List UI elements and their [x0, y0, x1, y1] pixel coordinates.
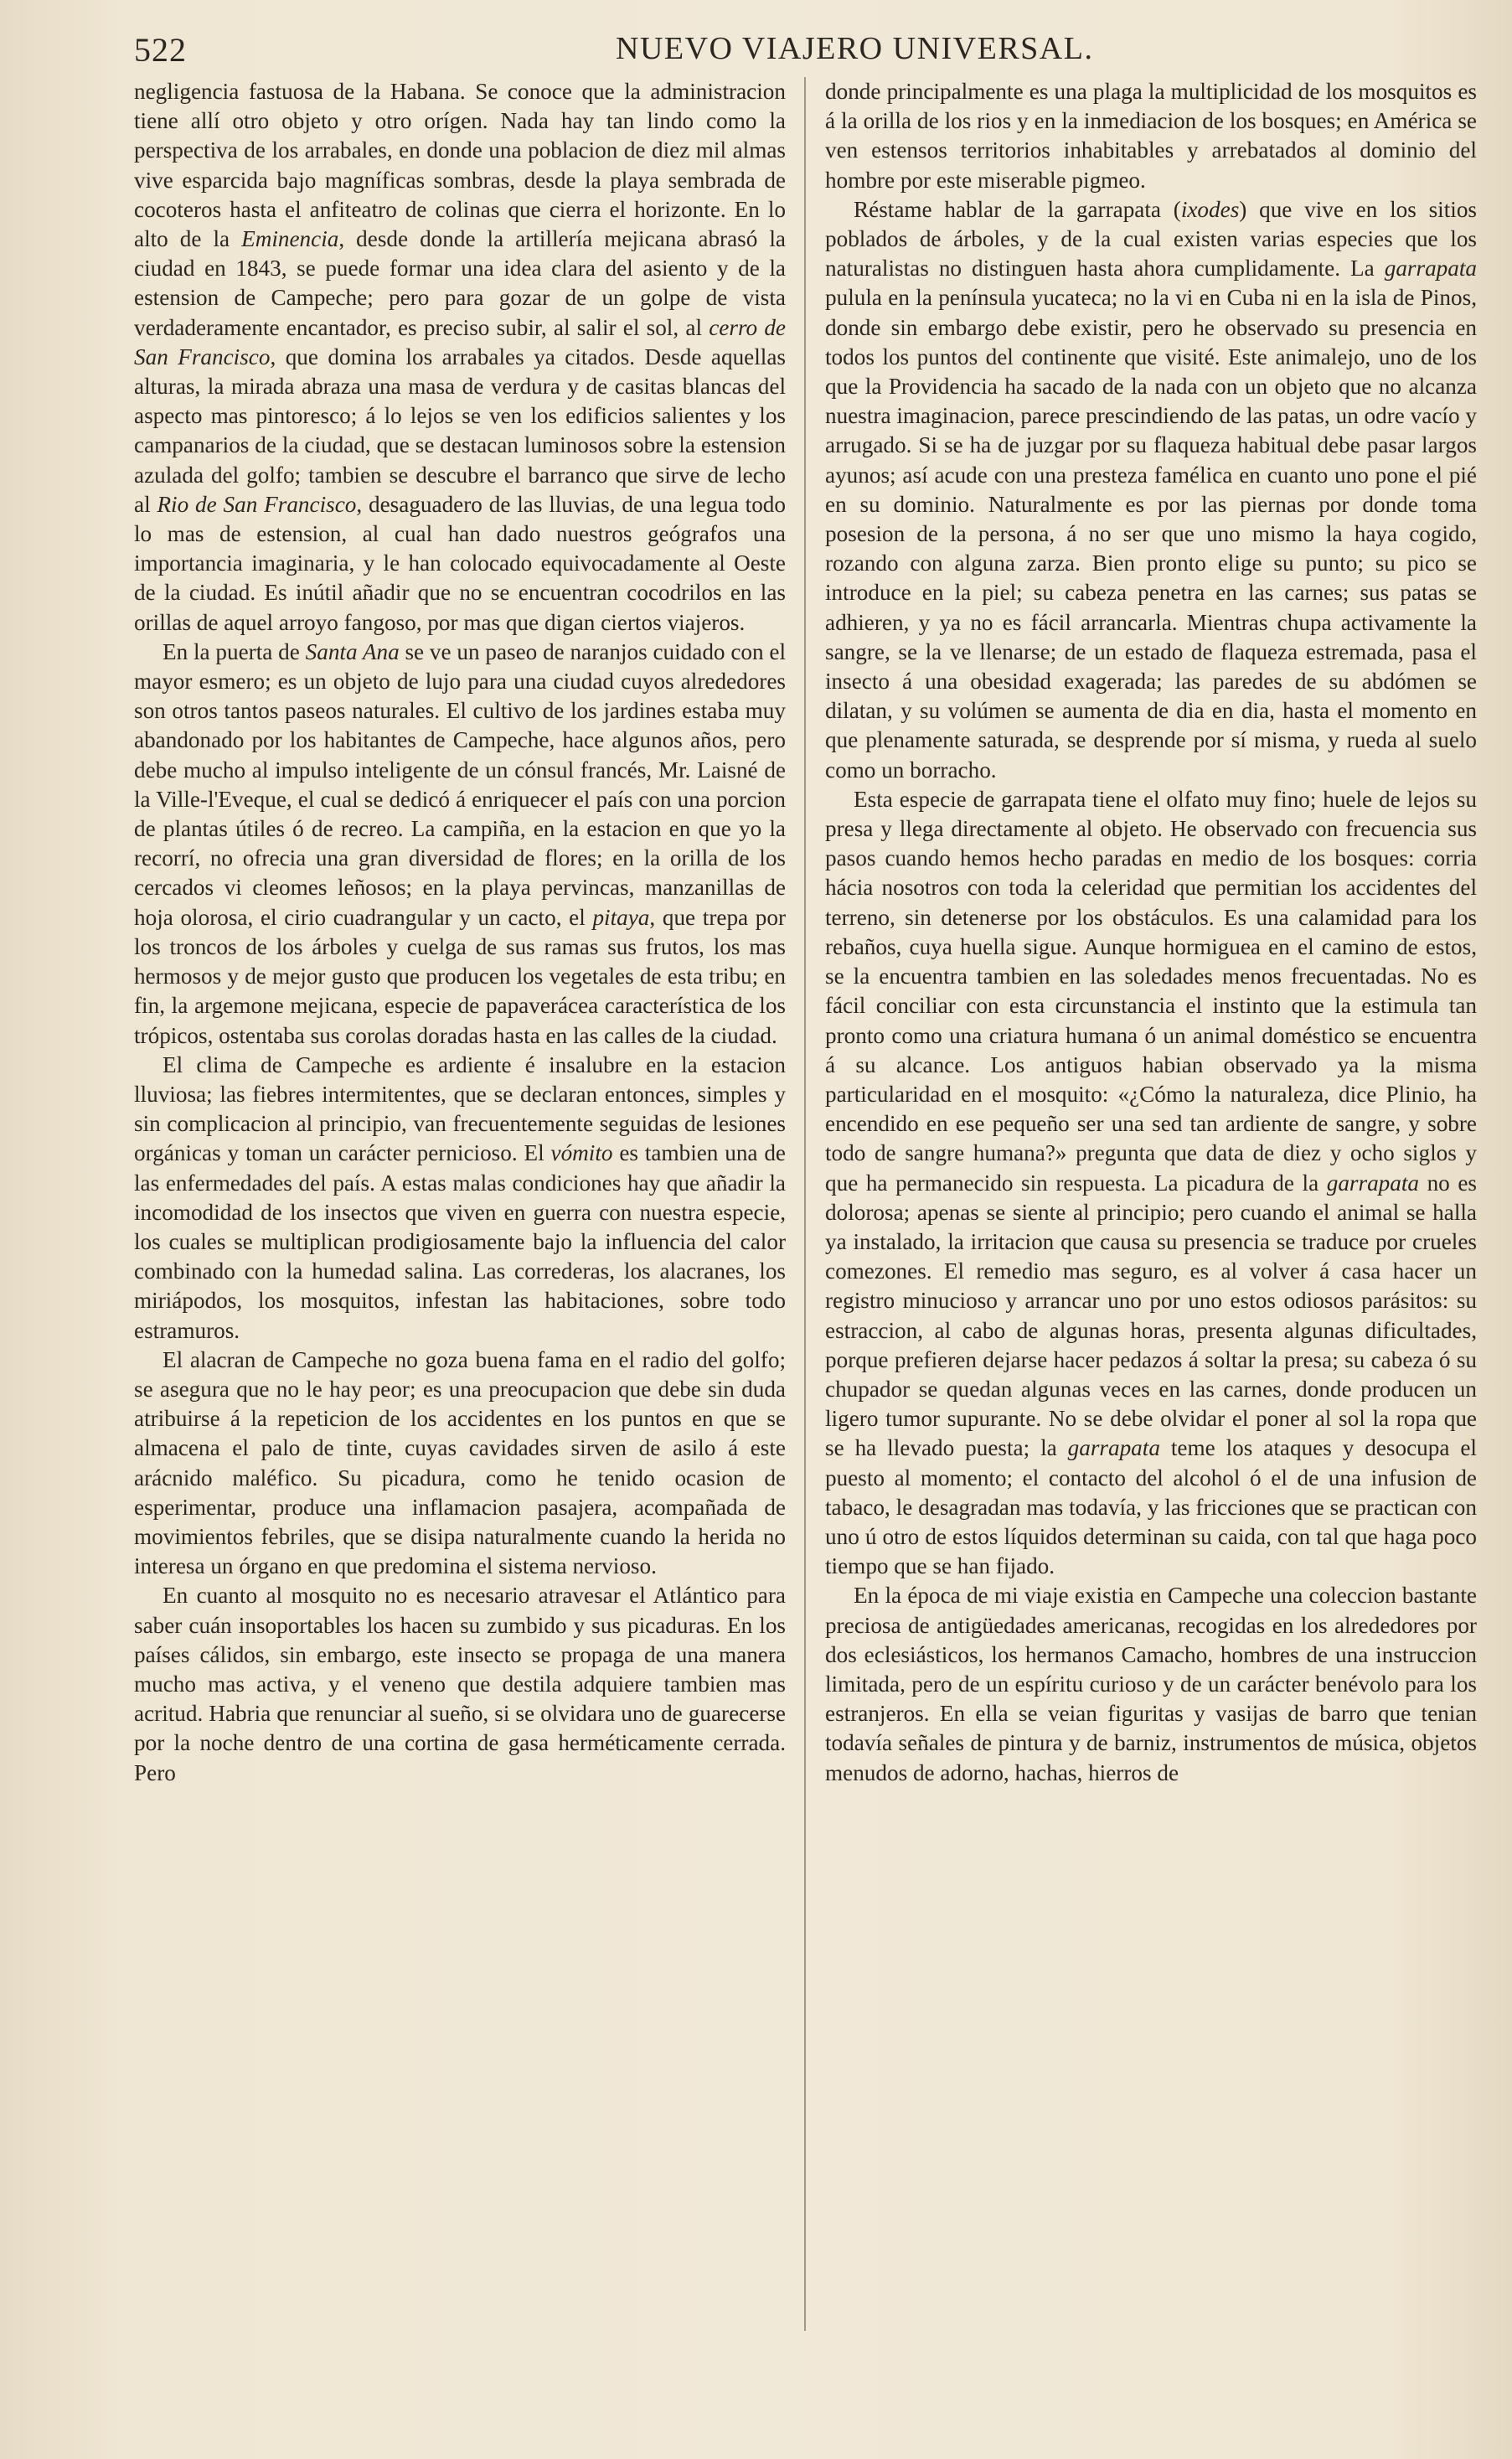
text-run: no es dolorosa; apenas se siente al principio; pero cuando el animal se halla ya instalado, la irritacion que causa su presencia se traduce por crueles comezones. El remedio mas seguro, es al volver á casa hacer un registro minucioso y arrancar uno por uno estos odiosos parásitos: su estraccion, al cabo de algunas horas, presenta algunas dificultades, porque prefieren dejarse hacer pedazos á soltar la presa; su cabeza ó su chupador se quedan algunas veces en las carnes, donde producen un ligero tumor supurante. No se debe olvidar el poner al sol la ropa que se ha llevado puesta; la [825, 1170, 1477, 1461]
paragraph [825, 785, 1477, 1581]
text-run: En la puerta de [163, 638, 306, 664]
text-run: Esta especie de garrapata tiene el olfato muy fino; huele de lejos su presa y llega directamente al objeto. He observado con frecuencia sus pasos cuando hemos hecho paradas en medio de los bosques: corria hácia nosotros con toda la celeridad que permitian los accidentes del terreno, sin detenerse por los obstáculos. Es una calamidad para los rebaños, cuya huella sigue. Aunque hormiguea en el camino de estos, se la encuentra tambien en las soledades menos frecuentadas. No es fácil conciliar con esta circunstancia el instinto que la estimula tan pronto como una criatura humana ó un animal doméstico se encuentra á su alcance. Los antiguos habian observado ya la misma particularidad en el mosquito: «¿Cómo la naturaleza, dice Plinio, ha encendido en ese pequeño ser una sed tan ardiente de sangre, y sobre todo de sangre humana?» pregunta que data de diez y ocho siglos y que ha permanecido sin respuesta. La picadura de la [825, 786, 1477, 1196]
paragraph [825, 1581, 1477, 1787]
text-run: En la época de mi viaje existia en Campeche una coleccion bastante preciosa de antigüedades americanas, recogidas en los alrededores por dos eclesiásticos, los hermanos Camacho, hombres de una instruccion limitada, pero de un espíritu curioso y de un carácter benévolo para los estranjeros. En ella se veian figuritas y vasijas de barro que tenian todavía señales de pintura y de barniz, instrumentos de música, objetos menudos de adorno, hachas, hierros de [825, 1583, 1477, 1785]
text-run: donde principalmente es una plaga la multiplicidad de los mosquitos es á la orilla de los rios y en la inmediacion de los bosques; en América se ven estensos territorios inhabitables y arrebatados al dominio del hombre por este miserable pigmeo. [825, 79, 1477, 193]
text-run: , que domina los arrabales ya citados. Desde aquellas alturas, la mirada abraza una masa de verdura y de casitas blancas del aspecto mas pintoresco; á lo lejos se ven los edificios salientes y los campanarios de la ciudad, que se destacan luminosos sobre la estension azulada del golfo; tambien se descubre el barranco que sirve de lecho al [134, 344, 786, 517]
paragraph [825, 77, 1477, 195]
paragraph [825, 195, 1477, 785]
page-header [134, 30, 1462, 80]
text-run: , desde donde la artillería mejicana abrasó la ciudad en 1843, se puede formar una idea clara del asiento y de la estension de Campeche; pero para gozar de un golpe de vista verdaderamente encantador, es preciso subir, al salir el sol, al [134, 226, 786, 340]
italic-text: garrapata [1384, 256, 1477, 282]
italic-text: vómito [550, 1140, 613, 1166]
text-run: se ve un paseo de naranjos cuidado con el mayor esmero; es un objeto de lujo para una ciudad cuyos alrededores son otros tantos paseos naturales. El cultivo de los jardines estaba muy abandonado por los habitantes de Campeche, hace algunos años, pero debe mucho al impulso inteligente de un cónsul francés, Mr. Laisné de la Ville-l'Eveque, el cual se dedicó á enriquecer el país con una porcion de plantas útiles ó de recreo. La campiña, en la estacion en que yo la recorrí, no ofrecia una gran diversidad de flores; en la orilla de los cercados vi cleomes leñosos; en la playa pervincas, manzanillas de hoja olorosa, el cirio cuadrangular y un cacto, el [134, 638, 786, 930]
italic-text: garrapata [1067, 1435, 1160, 1461]
paragraph [134, 1581, 786, 1787]
italic-text: Santa Ana [305, 638, 400, 664]
running-title: NUEVO VIAJERO UNIVERSAL. [616, 31, 1094, 66]
right-column [825, 77, 1477, 2425]
text-run: negligencia fastuosa de la Habana. Se conoce que la administracion tiene allí otro objeto y otro orígen. Nada hay tan lindo como la perspectiva de los arrabales, en donde una poblacion de diez mil almas vive esparcida bajo magníficas sombras, desde la playa sembrada de cocoteros hasta el anfiteatro de colinas que cierra el horizonte. En lo alto de la [134, 79, 786, 252]
text-run: El clima de Campeche es ardiente é insalubre en la estacion lluviosa; las fiebres intermitentes, que se declaran entonces, simples y sin complicacion al principio, van frecuentemente seguidas de lesiones orgánicas y toman un carácter pernicioso. El [134, 1051, 786, 1166]
text-run: , desaguadero de las lluvias, de una legua todo lo mas de estension, al cual han dado nuestros geógrafos una importancia imaginaria, y le han colocado equivocadamente al Oeste de la ciudad. Es inútil añadir que no se encuentran cocodrilos en las orillas de aquel arroyo fangoso, por mas que digan ciertos viajeros. [134, 491, 786, 635]
left-column [134, 77, 786, 2425]
italic-text: cerro de San Francisco [134, 314, 786, 369]
italic-text: garrapata [1326, 1170, 1419, 1196]
italic-text: Eminencia [241, 226, 339, 252]
text-run: En cuanto al mosquito no es necesario atravesar el Atlántico para saber cuán insoportables los hacen su zumbido y sus picaduras. En los países cálidos, sin embargo, este insecto se propaga de una manera mucho mas activa, y el veneno que destila adquiere tambien mas acritud. Habria que renunciar al sueño, si se olvidara uno de guarecerse por la noche dentro de una cortina de gasa herméticamente cerrada. Pero [134, 1583, 786, 1785]
paragraph [134, 638, 786, 1051]
italic-text: pitaya [592, 904, 650, 930]
text-run: Réstame hablar de la garrapata ( [854, 196, 1181, 222]
italic-text: Rio de San Francisco [157, 491, 357, 517]
text-run: ) que vive en los sitios poblados de árboles, y de la cual existen varias especies que los naturalistas no distinguen hasta ahora cumplidamente. La [825, 196, 1478, 282]
column-divider [804, 77, 806, 2331]
text-run: pulula en la península yucateca; no la vi en Cuba ni en la isla de Pinos, donde sin embargo debe existir, pero he observado su presencia en todos los puntos del continente que visité. Este animalejo, uno de los que la Providencia ha sacado de la nada con un objeto que no alcanza nuestra imaginacion, parece prescindiendo de las patas, un odre vacío y arrugado. Si se ha de juzgar por su flaqueza habitual debe pasar largos ayunos; así acude con una presteza famélica en cuanto uno pone el pié en su dominio. Naturalmente es por las piernas por donde toma posesion de la persona, á no ser que uno mismo la haya cogido, rozando con alguna zarza. Bien pronto elige su punto; su pico se introduce en la piel; su cabeza penetra en las carnes; sus patas se adhieren, y ya no es fácil arrancarla. Mientras chupa activamente la sangre, se la ve llenarse; de un estado de flaqueza estremada, pasa el insecto á una obesidad exagerada; las paredes de su abdómen se dilatan, y su volúmen se aumenta de dia en dia, hasta el momento en que plenamente saturada, se desprende por sí misma, y rueda al suelo como un borracho. [825, 285, 1477, 783]
text-run: teme los ataques y desocupa el puesto al momento; el contacto del alcohol ó el de una infusion de tabaco, le desagradan mas todavía, y las fricciones que se practican con uno ú otro de estos líquidos determinan su caida, con tal que haga poco tiempo que se han fijado. [825, 1435, 1477, 1579]
text-run: , que trepa por los troncos de los árboles y cuelga de sus ramas sus frutos, los mas hermosos y de mejor gusto que producen los vegetales de esta tribu; en fin, la argemone mejicana, especie de papaverácea característica de los trópicos, ostentaba sus corolas doradas hasta en las calles de la ciudad. [134, 904, 786, 1048]
paragraph [134, 1051, 786, 1346]
text-run: El alacran de Campeche no goza buena fama en el radio del golfo; se asegura que no le hay peor; es una preocupacion que debe sin duda atribuirse á la repeticion de los accidentes en los puntos en que se almacena el palo de tinte, cuyas cavidades sirven de asilo á este arácnido maléfico. Su picadura, como he tenido ocasion de esperimentar, produce una inflamacion pasajera, acompañada de movimientos febriles, que se disipa naturalmente cuando la herida no interesa un órgano en que predomina el sistema nervioso. [134, 1346, 786, 1579]
paragraph [134, 1346, 786, 1582]
text-run: es tambien una de las enfermedades del país. A estas malas condiciones hay que añadir la incomodidad de los insectos que viven en guerra con nuestra especie, los cuales se multiplican prodigiosamente bajo la influencia del calor combinado con la humedad salina. Las correderas, los alacranes, los miriápodos, los mosquitos, infestan las habitaciones, sobre todo estramuros. [134, 1140, 786, 1343]
italic-text: ixodes [1180, 196, 1240, 222]
paragraph [134, 77, 786, 638]
page-number: 522 [134, 31, 187, 69]
